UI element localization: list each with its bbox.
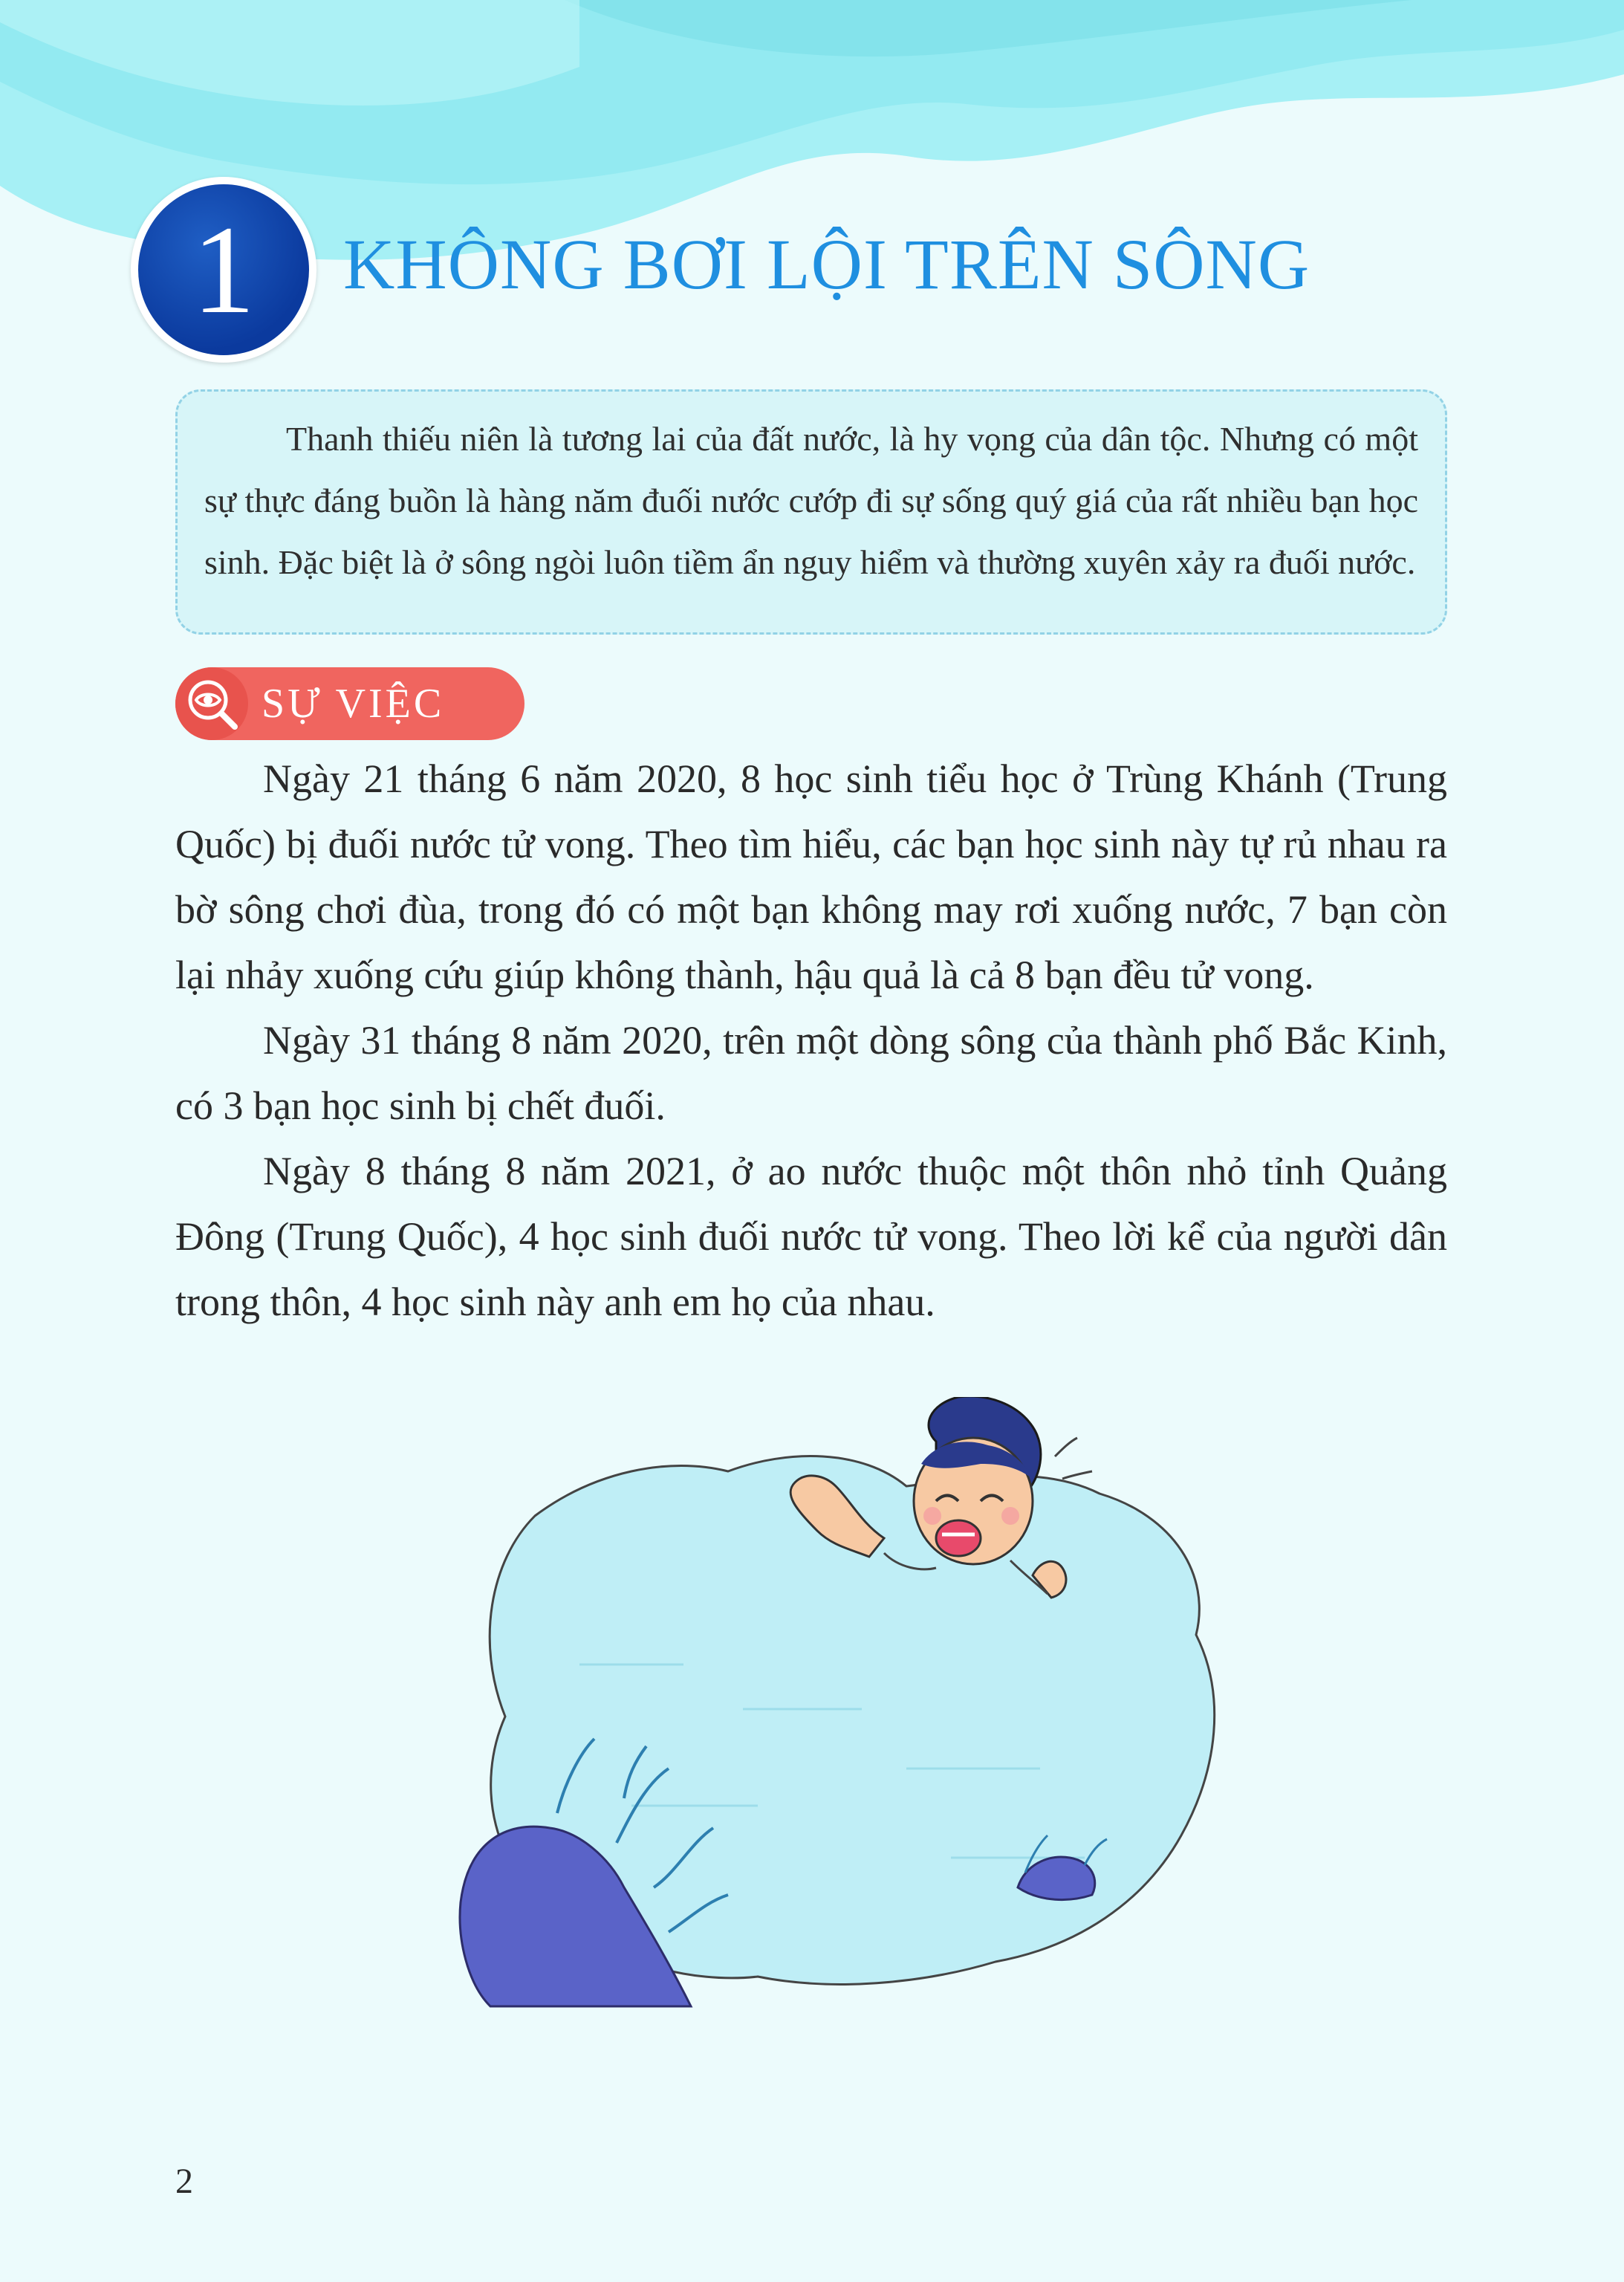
story-text	[175, 746, 1447, 1335]
drowning-boy-illustration	[446, 1397, 1263, 2029]
story-paragraph: Ngày 21 tháng 6 năm 2020, 8 học sinh tiểu học ở Trùng Khánh (Trung Quốc) bị đuối nước tử vong. Theo tìm hiểu, các bạn học sinh này tự rủ nhau ra bờ sông chơi đùa, trong đó có một bạn không may rơi xuống nước, 7 bạn còn lại nhảy xuống cứu giúp không thành, hậu quả là cả 8 bạn đều tử vong.	[175, 756, 1447, 997]
magnifier-eye-icon	[175, 667, 248, 740]
intro-text: Thanh thiếu niên là tương lai của đất nước, là hy vọng của dân tộc. Nhưng có một sự thực đáng buồn là hàng năm đuối nước cướp đi sự sống quý giá của rất nhiều bạn học sinh. Đặc biệt là ở sông ngòi luôn tiềm ẩn nguy hiểm và thường xuyên xảy ra đuối nước.	[204, 420, 1418, 581]
section-tag-su-viec	[175, 667, 524, 740]
section-tag-label: SỰ VIỆC	[262, 681, 445, 727]
story-paragraph: Ngày 8 tháng 8 năm 2021, ở ao nước thuộc một thôn nhỏ tỉnh Quảng Đông (Trung Quốc), 4 học sinh đuối nước tử vong. Theo lời kể của người dân trong thôn, 4 học sinh này anh em họ của nhau.	[175, 1149, 1447, 1324]
page-number: 2	[175, 2162, 193, 2201]
chapter-number-badge	[131, 177, 316, 363]
boy-head	[914, 1397, 1041, 1564]
chapter-title: KHÔNG BƠI LỘI TRÊN SÔNG	[343, 224, 1310, 304]
intro-box	[175, 389, 1447, 635]
story-paragraph: Ngày 31 tháng 8 năm 2020, trên một dòng sông của thành phố Bắc Kinh, có 3 bạn học sinh bị chết đuối.	[175, 1018, 1447, 1128]
chapter-number: 1	[138, 184, 309, 355]
